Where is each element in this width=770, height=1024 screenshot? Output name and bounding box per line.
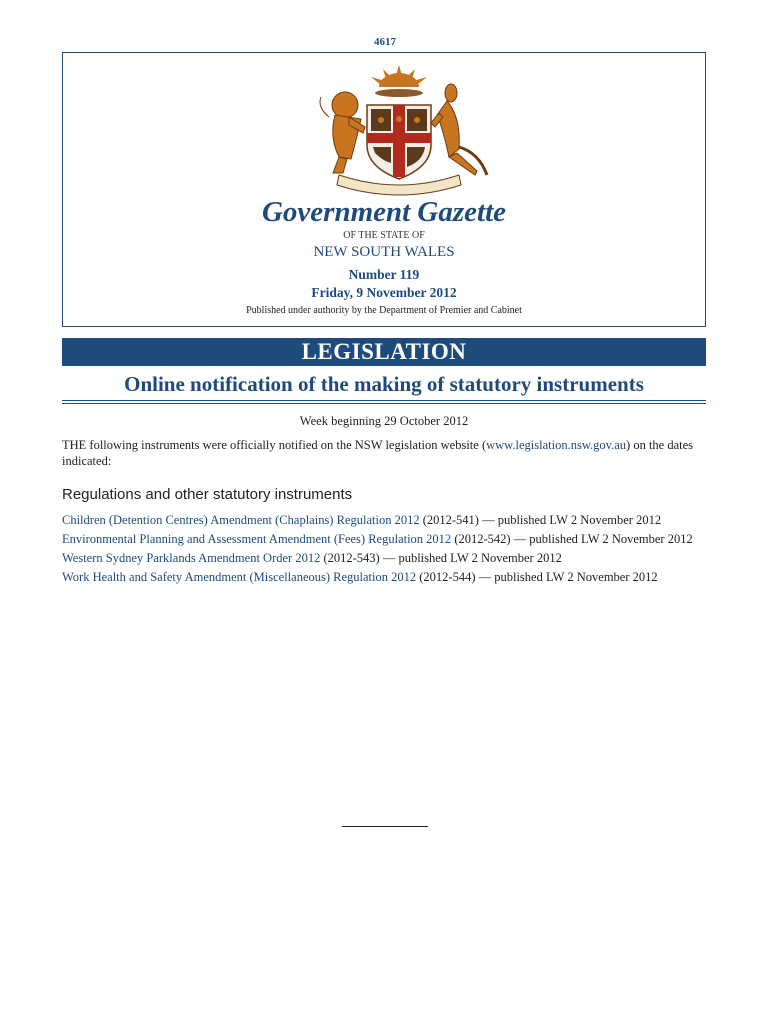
instrument-title[interactable]: Work Health and Safety Amendment (Miscellaneous) Regulation 2012 xyxy=(62,570,417,584)
week-beginning: Week beginning 29 October 2012 xyxy=(299,414,469,428)
legislation-website-link[interactable]: www.legislation.nsw.gov.au xyxy=(486,438,627,452)
publication-authority: Published under authority by the Department of Premier and Cabinet xyxy=(246,305,522,316)
instrument-title[interactable]: Children (Detention Centres) Amendment (Chaplains) Regulation 2012 xyxy=(62,513,420,527)
instrument-list xyxy=(62,512,712,588)
instrument-details: (2012-541) — published LW 2 November 2012 xyxy=(419,513,662,527)
divider xyxy=(62,403,706,404)
regulations-heading: Regulations and other statutory instruments xyxy=(62,486,353,503)
intro-paragraph xyxy=(62,437,712,469)
list-item xyxy=(62,531,712,547)
state-of-label: OF THE STATE OF xyxy=(343,230,425,241)
gazette-masthead xyxy=(62,52,706,327)
section-banner: LEGISLATION xyxy=(62,338,706,366)
instrument-details: (2012-543) — published LW 2 November 2012 xyxy=(320,551,562,565)
instrument-title[interactable]: Western Sydney Parklands Amendment Order 2012 xyxy=(62,551,321,565)
issue-number: Number 119 xyxy=(348,267,420,282)
instrument-title[interactable]: Environmental Planning and Assessment Amendment (Fees) Regulation 2012 xyxy=(62,532,452,546)
list-item xyxy=(62,512,712,528)
nsw-coat-of-arms-icon xyxy=(299,57,499,197)
state-name: NEW SOUTH WALES xyxy=(313,244,455,260)
instrument-details: (2012-542) — published LW 2 November 2012 xyxy=(451,532,693,546)
intro-text: THE following instruments were officially notified on the NSW legislation website ( xyxy=(62,438,487,452)
issue-date: Friday, 9 November 2012 xyxy=(311,285,457,300)
instrument-details: (2012-544) — published LW 2 November 2012 xyxy=(416,570,658,584)
section-subtitle: Online notification of the making of statutory instruments xyxy=(124,372,644,396)
page-number: 4617 xyxy=(374,36,396,48)
intro-text: ) on the dates indicated: xyxy=(62,438,694,468)
list-item xyxy=(62,569,712,585)
end-divider xyxy=(342,826,428,827)
divider xyxy=(62,400,706,401)
list-item xyxy=(62,550,712,566)
gazette-title: Government Gazette xyxy=(261,196,507,228)
